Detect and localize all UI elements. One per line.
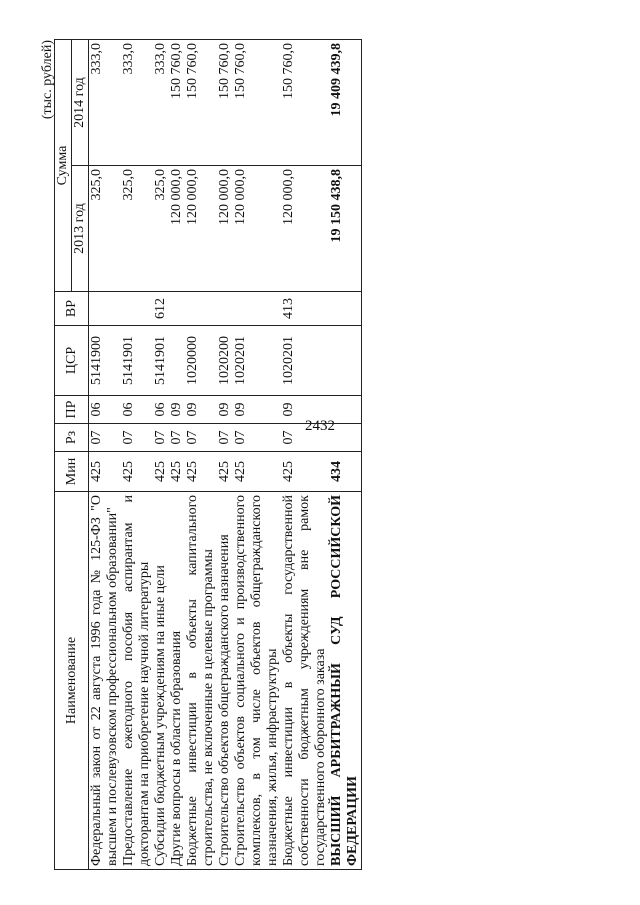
row-pr: 09 — [217, 396, 233, 424]
header-csr: ЦСР — [55, 326, 89, 396]
row-pr: 09 — [169, 396, 185, 424]
total-name: ВЫСШИЙ АРБИТРАЖНЫЙ СУД РОССИЙСКОЙ ФЕДЕРАЦИИ — [329, 492, 362, 870]
row-name: Строительство объектов социального и производственного комплексов, в том числе объектов общегражданского назначения, жилья, инфраструктуры — [233, 492, 281, 870]
row-rz: 07 — [121, 424, 153, 452]
page-number: 2432 — [305, 418, 335, 434]
row-min: 425 — [233, 452, 281, 492]
row-min: 425 — [217, 452, 233, 492]
header-pr: ПР — [55, 396, 89, 424]
total-2014: 19 409 439,8 — [329, 40, 362, 166]
row-2013: 120 000,0 — [185, 166, 217, 292]
table-row — [121, 40, 153, 870]
total-csr — [329, 326, 362, 396]
row-2014: 150 760,0 — [169, 40, 185, 166]
row-rz: 07 — [233, 424, 281, 452]
row-2013: 325,0 — [89, 166, 122, 292]
row-min: 425 — [281, 452, 329, 492]
row-rz: 07 — [169, 424, 185, 452]
row-2013: 325,0 — [121, 166, 153, 292]
row-rz: 07 — [153, 424, 169, 452]
row-vr: 413 — [281, 292, 329, 326]
total-rz — [329, 424, 362, 452]
total-2013: 19 150 438,8 — [329, 166, 362, 292]
table-row — [233, 40, 281, 870]
table-row — [217, 40, 233, 870]
row-2014: 150 760,0 — [233, 40, 281, 166]
row-min: 425 — [89, 452, 122, 492]
total-min: 434 — [329, 452, 362, 492]
row-2014: 333,0 — [121, 40, 153, 166]
row-vr — [217, 292, 233, 326]
row-csr: 1020200 — [217, 326, 233, 396]
total-row — [329, 40, 362, 870]
header-min: Мин — [55, 452, 89, 492]
row-vr — [121, 292, 153, 326]
header-name: Наименование — [55, 492, 89, 870]
row-2013: 120 000,0 — [233, 166, 281, 292]
row-vr — [169, 292, 185, 326]
row-2013: 325,0 — [153, 166, 169, 292]
row-min: 425 — [169, 452, 185, 492]
row-csr: 5141901 — [153, 326, 169, 396]
row-csr: 1020201 — [233, 326, 281, 396]
rotated-document — [40, 40, 580, 870]
table-row — [185, 40, 217, 870]
row-csr: 5141901 — [121, 326, 153, 396]
row-rz: 07 — [217, 424, 233, 452]
row-csr: 1020000 — [185, 326, 217, 396]
row-pr: 09 — [233, 396, 281, 424]
row-2013: 120 000,0 — [281, 166, 329, 292]
table-row — [153, 40, 169, 870]
row-vr — [233, 292, 281, 326]
header-row — [55, 40, 72, 870]
total-vr — [329, 292, 362, 326]
header-rz: Рз — [55, 424, 89, 452]
row-name: Субсидии бюджетным учреждениям на иные цели — [153, 492, 169, 870]
table-row — [169, 40, 185, 870]
table-row — [281, 40, 329, 870]
row-name: Другие вопросы в области образования — [169, 492, 185, 870]
row-name: Предоставление ежегодного пособия аспирантам и докторантам на приобретение научной литературы — [121, 492, 153, 870]
row-pr: 06 — [153, 396, 169, 424]
row-csr: 5141900 — [89, 326, 122, 396]
header-2013: 2013 год — [72, 166, 89, 292]
row-2014: 333,0 — [89, 40, 122, 166]
row-csr — [169, 326, 185, 396]
row-csr: 1020201 — [281, 326, 329, 396]
row-2013: 120 000,0 — [217, 166, 233, 292]
header-vr: ВР — [55, 292, 89, 326]
row-pr: 09 — [281, 396, 329, 424]
row-min: 425 — [185, 452, 217, 492]
header-sum: Сумма — [55, 40, 72, 292]
row-name: Федеральный закон от 22 августа 1996 года № 125-ФЗ "О высшем и послевузовском профессиональном образовании" — [89, 492, 122, 870]
row-vr: 612 — [153, 292, 169, 326]
row-pr: 06 — [121, 396, 153, 424]
row-name: Бюджетные инвестиции в объекты государственной собственности бюджетным учреждениям вне рамок государственного оборонного заказа — [281, 492, 329, 870]
row-name: Строительство объектов общегражданского назначения — [217, 492, 233, 870]
row-min: 425 — [153, 452, 169, 492]
row-pr: 09 — [185, 396, 217, 424]
total-pr — [329, 396, 362, 424]
row-rz: 07 — [89, 424, 122, 452]
units-note: (тыс. рублей) — [40, 40, 55, 120]
row-2014: 150 760,0 — [217, 40, 233, 166]
row-pr: 06 — [89, 396, 122, 424]
row-rz: 07 — [281, 424, 329, 452]
row-2014: 150 760,0 — [281, 40, 329, 166]
row-name: Бюджетные инвестиции в объекты капитального строительства, не включенные в целевые программы — [185, 492, 217, 870]
header-2014: 2014 год — [72, 40, 89, 166]
row-rz: 07 — [185, 424, 217, 452]
row-2013: 120 000,0 — [169, 166, 185, 292]
row-vr — [185, 292, 217, 326]
budget-table — [54, 39, 362, 870]
row-min: 425 — [121, 452, 153, 492]
row-2014: 150 760,0 — [185, 40, 217, 166]
row-vr — [89, 292, 122, 326]
table-row — [89, 40, 122, 870]
row-2014: 333,0 — [153, 40, 169, 166]
